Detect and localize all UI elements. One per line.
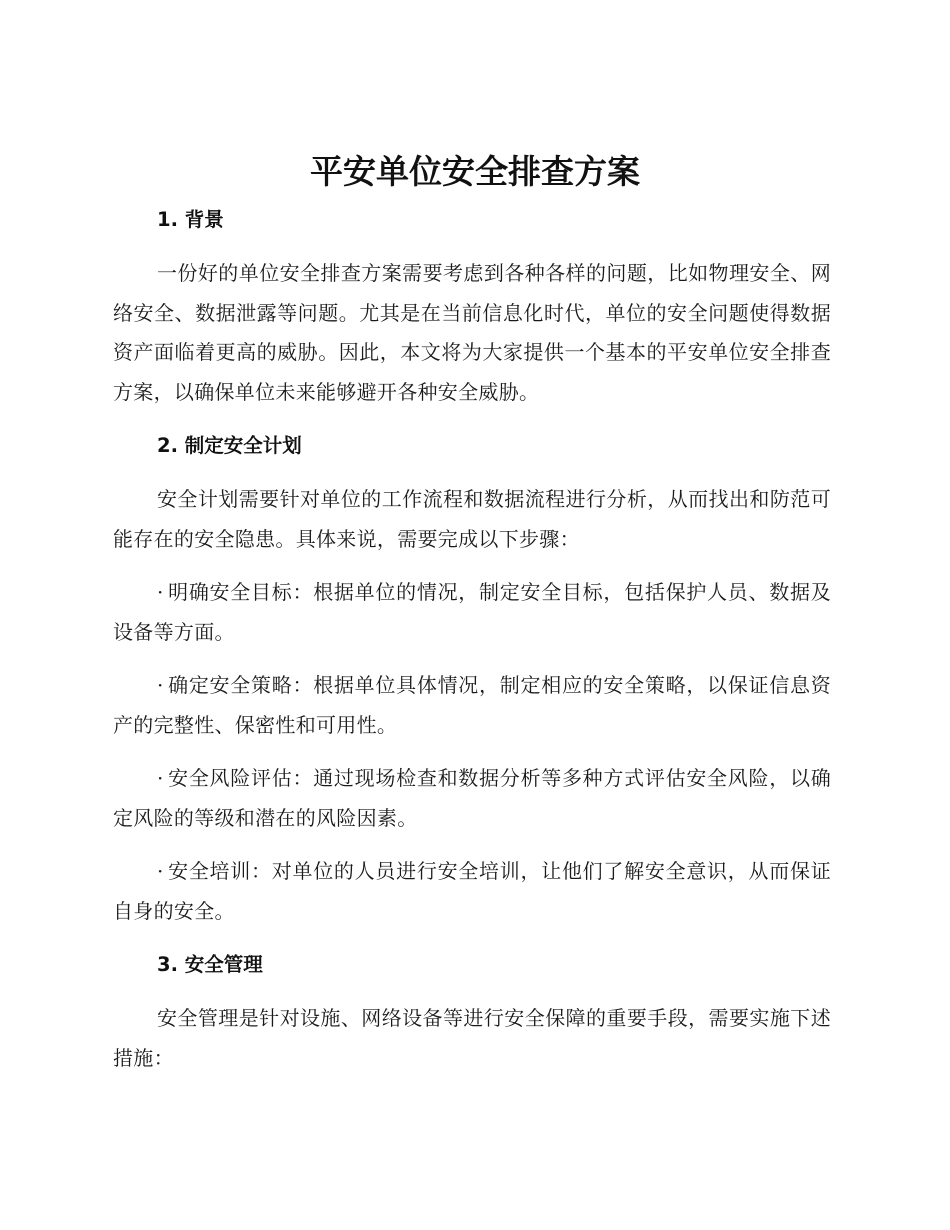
paragraph-background: 一份好的单位安全排查方案需要考虑到各种各样的问题，比如物理安全、网络安全、数据泄露等问题。尤其是在当前信息化时代，单位的安全问题使得数据资产面临着更高的威胁。因此，本文将为大家提供一个基本的平安单位安全排查方案，以确保单位未来能够避开各种安全威胁。 xyxy=(113,261,831,404)
section-heading-background: 1. 背景 xyxy=(157,208,224,231)
list-item-risk-assessment xyxy=(113,759,831,838)
section-heading-security-management: 3. 安全管理 xyxy=(157,953,263,976)
list-item-security-strategy xyxy=(113,666,831,745)
list-item-text: 安全培训：对单位的人员进行安全培训，让他们了解安全意识，从而保证自身的安全。 xyxy=(113,859,831,923)
paragraph-security-management: 安全管理是针对设施、网络设备等进行安全保障的重要手段，需要实施下述措施： xyxy=(113,1006,831,1070)
list-item-text: 明确安全目标：根据单位的情况，制定安全目标，包括保护人员、数据及设备等方面。 xyxy=(113,580,831,644)
bullet-icon: · xyxy=(157,580,164,604)
list-item-text: 确定安全策略：根据单位具体情况，制定相应的安全策略，以保证信息资产的完整性、保密性和可用性。 xyxy=(113,673,831,737)
section-heading-security-plan: 2. 制定安全计划 xyxy=(157,434,302,457)
bullet-icon: · xyxy=(157,859,164,883)
list-item-security-goal xyxy=(113,573,831,652)
document-title: 平安单位安全排查方案 xyxy=(310,152,640,191)
bullet-icon: · xyxy=(157,673,164,697)
list-item-text: 安全风险评估：通过现场检查和数据分析等多种方式评估安全风险，以确定风险的等级和潜在的风险因素。 xyxy=(113,766,831,830)
bullet-icon: · xyxy=(157,766,164,790)
list-item-security-training xyxy=(113,852,831,931)
document-body xyxy=(113,200,831,1092)
paragraph-security-plan-intro: 安全计划需要针对单位的工作流程和数据流程进行分析，从而找出和防范可能存在的安全隐患。具体来说，需要完成以下步骤： xyxy=(113,487,831,551)
